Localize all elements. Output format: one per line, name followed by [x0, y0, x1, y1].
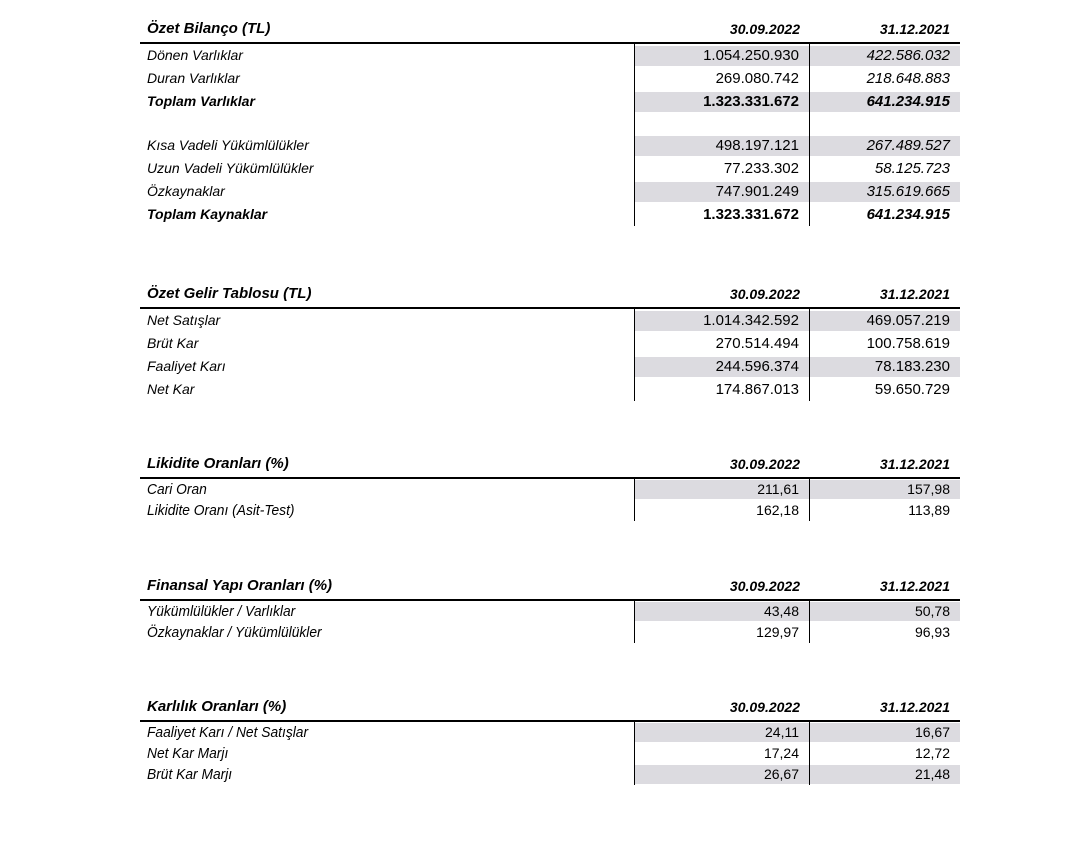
cell-value-2: [810, 205, 960, 225]
cell-text: 315.619.665: [866, 183, 950, 200]
cell-value-1: [635, 723, 809, 742]
cell-value-2: [810, 744, 960, 763]
cell-text: 100.758.619: [866, 335, 950, 352]
cell-value-2: [810, 480, 960, 499]
cell-text: 162,18: [756, 502, 799, 518]
cell-value-2: [810, 765, 960, 784]
row-label: Dönen Varlıklar: [147, 47, 243, 63]
cell-text: 1.054.250.930: [703, 47, 799, 64]
section-rows: [140, 601, 960, 643]
cell-text: 747.901.249: [715, 183, 799, 200]
cell-value-1: [635, 357, 809, 377]
section-rows: [140, 479, 960, 521]
cell-value-1: [635, 46, 809, 66]
table-row: [140, 378, 960, 401]
cell-value-1: [635, 765, 809, 784]
table-row: [140, 90, 960, 113]
table-row: [140, 44, 960, 67]
spacer-row: [140, 113, 960, 134]
row-label: Toplam Varlıklar: [147, 93, 255, 109]
cell-text: 59.650.729: [874, 381, 950, 398]
table-row: [140, 157, 960, 180]
section-header: [140, 696, 960, 722]
cell-text: 498.197.121: [715, 137, 799, 154]
cell-text: 50,78: [914, 603, 950, 619]
section-header: [140, 18, 960, 44]
cell-value-2: [810, 92, 960, 112]
table-row: [140, 601, 960, 622]
cell-value-2: [810, 159, 960, 179]
cell-text: 211,61: [757, 481, 799, 497]
column-header-2: 31.12.2021: [879, 699, 950, 715]
cell-text: 1.014.342.592: [703, 312, 799, 329]
cell-text: 24,11: [765, 724, 799, 740]
liquidity-ratios-section: [140, 453, 960, 521]
table-row: [140, 309, 960, 332]
section-title: Özet Bilanço (TL): [147, 20, 271, 37]
table-row: [140, 743, 960, 764]
cell-value-1: [635, 380, 809, 400]
cell-value-2: [810, 69, 960, 89]
balance-sheet-section: [140, 18, 960, 226]
cell-value-2: [810, 357, 960, 377]
cell-value-1: [635, 136, 809, 156]
section-rows: [140, 44, 960, 226]
cell-text: 641.234.915: [866, 93, 950, 110]
table-row: [140, 622, 960, 643]
cell-text: 174.867.013: [715, 381, 799, 398]
row-label: Net Satışlar: [147, 312, 221, 328]
cell-value-2: [810, 501, 960, 520]
column-header-1: 30.09.2022: [729, 578, 800, 594]
cell-text: 77.233.302: [723, 160, 799, 177]
row-label: Brüt Kar: [147, 335, 199, 351]
cell-text: 244.596.374: [715, 358, 799, 375]
cell-value-2: [810, 182, 960, 202]
row-label: Uzun Vadeli Yükümlülükler: [147, 160, 314, 176]
section-rows: [140, 722, 960, 785]
cell-value-1: [635, 501, 809, 520]
column-header-1: 30.09.2022: [729, 21, 800, 37]
table-row: [140, 203, 960, 226]
cell-value-1: [635, 480, 809, 499]
cell-value-1: [635, 744, 809, 763]
cell-value-1: [635, 334, 809, 354]
cell-value-1: [635, 159, 809, 179]
row-label: Faaliyet Karı / Net Satışlar: [147, 724, 309, 741]
column-header-1: 30.09.2022: [729, 286, 800, 302]
row-label: Cari Oran: [147, 481, 207, 498]
table-row: [140, 134, 960, 157]
cell-text: 267.489.527: [866, 137, 950, 154]
row-label: Yükümlülükler / Varlıklar: [147, 603, 296, 620]
cell-value-2: [810, 380, 960, 400]
cell-text: 21,48: [914, 766, 950, 782]
cell-value-1: [635, 623, 809, 642]
income-statement-section: [140, 283, 960, 401]
row-label: Kısa Vadeli Yükümlülükler: [147, 137, 309, 153]
cell-text: 16,67: [914, 724, 950, 740]
column-header-1: 30.09.2022: [729, 699, 800, 715]
cell-value-2: [810, 136, 960, 156]
column-header-1: 30.09.2022: [729, 456, 800, 472]
column-header-2: 31.12.2021: [879, 286, 950, 302]
cell-text: 43,48: [763, 603, 799, 619]
row-label: Duran Varlıklar: [147, 70, 240, 86]
cell-text: 96,93: [914, 624, 950, 640]
cell-text: 26,67: [763, 766, 799, 782]
cell-value-1: [635, 602, 809, 621]
profitability-ratios-section: [140, 696, 960, 785]
cell-value-2: [810, 334, 960, 354]
row-label: Brüt Kar Marjı: [147, 766, 233, 783]
cell-text: 1.323.331.672: [703, 93, 799, 110]
financial-structure-ratios-section: [140, 575, 960, 643]
cell-text: 58.125.723: [874, 160, 950, 177]
table-row: [140, 180, 960, 203]
cell-text: 113,89: [908, 502, 950, 518]
section-header: [140, 453, 960, 479]
row-label: Net Kar: [147, 381, 195, 397]
section-header: [140, 575, 960, 601]
row-label: Toplam Kaynaklar: [147, 206, 268, 222]
row-label: Net Kar Marjı: [147, 745, 229, 762]
section-title: Likidite Oranları (%): [147, 455, 289, 472]
cell-text: 157,98: [907, 481, 950, 497]
section-title: Finansal Yapı Oranları (%): [147, 577, 333, 594]
table-row: [140, 479, 960, 500]
section-rows: [140, 309, 960, 401]
table-row: [140, 355, 960, 378]
cell-text: 469.057.219: [866, 312, 950, 329]
cell-text: 78.183.230: [874, 358, 950, 375]
cell-text: 422.586.032: [866, 47, 950, 64]
cell-value-2: [810, 602, 960, 621]
cell-text: 641.234.915: [866, 206, 950, 223]
table-row: [140, 722, 960, 743]
cell-value-1: [635, 92, 809, 112]
section-header: [140, 283, 960, 309]
cell-value-2: [810, 311, 960, 331]
table-row: [140, 764, 960, 785]
column-header-2: 31.12.2021: [879, 456, 950, 472]
cell-text: 1.323.331.672: [703, 206, 799, 223]
cell-value-1: [635, 69, 809, 89]
row-label: Likidite Oranı (Asit-Test): [147, 502, 295, 519]
cell-value-2: [810, 46, 960, 66]
cell-value-1: [635, 311, 809, 331]
table-row: [140, 332, 960, 355]
section-title: Özet Gelir Tablosu (TL): [147, 285, 312, 302]
cell-text: 269.080.742: [715, 70, 799, 87]
column-header-2: 31.12.2021: [879, 21, 950, 37]
cell-value-2: [810, 723, 960, 742]
row-label: Özkaynaklar: [147, 183, 225, 199]
cell-text: 129,97: [756, 624, 799, 640]
row-label: Özkaynaklar / Yükümlülükler: [147, 624, 322, 641]
cell-text: 12,72: [914, 745, 950, 761]
cell-value-1: [635, 182, 809, 202]
cell-text: 218.648.883: [866, 70, 950, 87]
cell-value-2: [810, 623, 960, 642]
table-row: [140, 67, 960, 90]
cell-text: 17,24: [763, 745, 799, 761]
row-label: Faaliyet Karı: [147, 358, 226, 374]
table-row: [140, 500, 960, 521]
cell-text: 270.514.494: [715, 335, 799, 352]
cell-value-1: [635, 205, 809, 225]
column-header-2: 31.12.2021: [879, 578, 950, 594]
section-title: Karlılık Oranları (%): [147, 698, 287, 715]
